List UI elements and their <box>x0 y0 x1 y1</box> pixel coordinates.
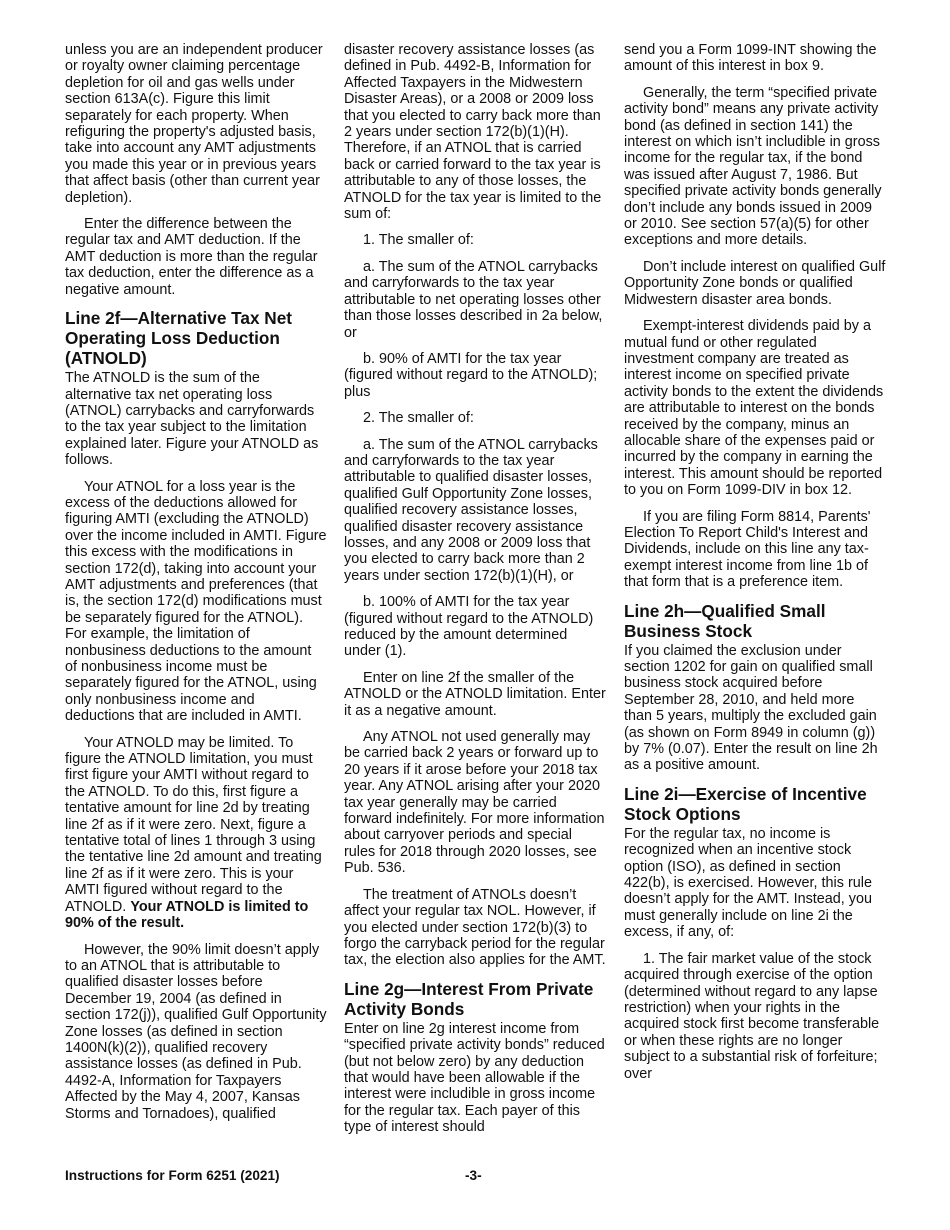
list-item: 1. The fair market value of the stock acquired through exercise of the option (determined without regard to any lapse restriction) when your rights in the acquired stock first become transferable or when these rights are no longer subject to a substantial risk of forfeiture; over <box>624 950 880 1082</box>
page-number: -3- <box>465 1168 482 1183</box>
list-item: 1. The smaller of: <box>363 232 474 249</box>
paragraph: If you are filing Form 8814, Parents' Election To Report Child's Interest and Dividends, include on this line any tax-exempt interest income from line 1b of that form that is a preference item. <box>624 508 871 591</box>
list-item: b. 90% of AMTI for the tax year (figured without regard to the ATNOLD); plus <box>344 350 598 400</box>
column-1 <box>65 42 327 1132</box>
page-footer <box>65 1168 885 1186</box>
paragraph: Enter on line 2g interest income from “specified private activity bonds” reduced (but not below zero) by any deduction that would have been allowable if the interest were includible in gross income for the regular tax. Each payer of this type of interest should <box>344 1020 605 1136</box>
paragraph: Any ATNOL not used generally may be carried back 2 years or forward up to 20 years if it arose before your 2018 tax year. Any ATNOL arising after your 2020 tax year generally may be carried forward indefinitely. For more information about carryover periods and special rules for 2018 through 2020 losses, see Pub. 536. <box>344 729 605 877</box>
paragraph <box>65 735 327 932</box>
paragraph: Enter the difference between the regular tax and AMT deduction. If the AMT deduction is more than the regular tax deduction, enter the difference as a negative amount. <box>65 216 318 298</box>
section-heading-line-2i: Line 2i—Exercise of Incentive Stock Options <box>624 783 867 824</box>
bold-text: Your ATNOLD is limited to 90% of the result. <box>65 898 309 932</box>
list-item: a. The sum of the ATNOL carrybacks and carryforwards to the tax year attributable to net operating losses other than those losses described in 2a below, or <box>344 258 603 341</box>
paragraph: disaster recovery assistance losses (as defined in Pub. 4492-B, Information for Affected Taxpayers in the Midwestern Disaster Areas), or a 2008 or 2009 loss that you elected to carry back more than 2 years under section 172(b)(1)(H). Therefore, if an ATNOL that is carried back or carried forward to the tax year is attributable to any of those losses, the ATNOLD for the tax year is limited to the sum of: <box>344 42 602 223</box>
column-2 <box>344 42 606 1146</box>
paragraph: unless you are an independent producer or royalty owner claiming percentage depletion for oil and gas wells under section 613A(c). Figure this limit separately for each property. When refiguring the property's adjusted basis, take into account any AMT adjustments you made this year or in previous years that affect basis (other than current year depletion). <box>65 42 323 206</box>
paragraph: Your ATNOL for a loss year is the excess of the deductions allowed for figuring AMTI (excluding the ATNOLD) over the income included in AMTI. Figure this excess with the modifications in section 172(d), taking into account your AMT adjustments and preferences (that is, the section 172(d) modifications must be separately figured for the ATNOL). For example, the limitation of nonbusiness deductions to the amount of nonbusiness income must be separately figured for the ATNOL, using only nonbusiness income and deductions that are included in AMTI. <box>65 478 327 725</box>
list-item: a. The sum of the ATNOL carrybacks and carryforwards to the tax year attributable to qualified disaster losses, qualified Gulf Opportunity Zone losses, qualified recovery assistance losses, qualified disaster recovery assistance losses, and any 2008 or 2009 loss that you elected to carry back more than 2 years under section 172(b)(1)(H), or <box>344 436 598 584</box>
section-heading-line-2g: Line 2g—Interest From Private Activity Bonds <box>344 978 594 1019</box>
paragraph: Don’t include interest on qualified Gulf Opportunity Zone bonds or qualified Midwestern disaster area bonds. <box>624 258 886 308</box>
paragraph: Generally, the term “specified private activity bond” means any private activity bond (as defined in section 141) the interest on which isn’t includible in gross income for the regular tax, if the bond was issued after August 7, 1986. But specified private activity bonds generally don’t include any bonds issued in 2009 or 2010. See section 57(a)(5) for other exceptions and more details. <box>624 84 882 249</box>
paragraph: The ATNOLD is the sum of the alternative tax net operating loss (ATNOL) carrybacks and carryforwards to the tax year subject to the limitation explained later. Figure your ATNOLD as follows. <box>65 370 319 469</box>
paragraph: However, the 90% limit doesn’t apply to an ATNOL that is attributable to qualified disaster losses before December 19, 2004 (as defined in section 172(j)), qualified Gulf Opportunity Zone losses (as defined in section 1400N(k)(2)), qualified recovery assistance losses (as defined in Pub. 4492-A, Information for Taxpayers Affected by the May 4, 2007, Kansas Storms and Tornadoes), qualified <box>65 941 327 1122</box>
paragraph: Exempt-interest dividends paid by a mutual fund or other regulated investment company are treated as interest income on specified private activity bonds to the extent the dividends are attributable to interest on the bonds received by the company, minus an allocable share of the expenses paid or incurred by the company in earning the interest. This amount should be reported to you on Form 1099-DIV in box 12. <box>624 318 884 499</box>
paragraph-text: Your ATNOLD may be limited. To figure the ATNOLD limitation, you must first figure your AMTI without regard to the ATNOLD. To do this, first figure a tentative amount for line 2d by treating line 2f as if it were zero. Next, figure a tentative total of lines 1 through 3 using the tentative line 2d amount and treating line 2f as if it were zero. This is your AMTI figured without regard to the ATNOLD. <box>65 734 322 915</box>
list-item: 2. The smaller of: <box>363 410 474 427</box>
column-3 <box>624 42 886 1092</box>
paragraph: The treatment of ATNOLs doesn’t affect your regular tax NOL. However, if you elected under section 172(b)(3) to forgo the carryback period for the regular tax, the election also applies for the AMT. <box>344 886 606 969</box>
paragraph: send you a Form 1099-INT showing the amount of this interest in box 9. <box>624 42 877 75</box>
paragraph: For the regular tax, no income is recognized when an incentive stock option (ISO), as defined in section 422(b), is exercised. However, this rule doesn’t apply for the AMT. Instead, you must generally include on line 2i the excess, if any, of: <box>624 825 872 941</box>
section-heading-line-2f: Line 2f—Alternative Tax Net Operating Loss Deduction (ATNOLD) <box>65 308 292 369</box>
list-item: b. 100% of AMTI for the tax year (figured without regard to the ATNOLD) reduced by the amount determined under (1). <box>344 594 594 660</box>
paragraph: If you claimed the exclusion under section 1202 for gain on qualified small business stock acquired before September 28, 2010, and held more than 5 years, multiply the excluded gain (as shown on Form 8949 in column (g)) by 7% (0.07). Enter the result on line 2h as a positive amount. <box>624 642 878 774</box>
section-heading-line-2h: Line 2h—Qualified Small Business Stock <box>624 600 826 641</box>
form-title: Instructions for Form 6251 (2021) <box>65 1168 280 1183</box>
paragraph: Enter on line 2f the smaller of the ATNOLD or the ATNOLD limitation. Enter it as a negative amount. <box>344 669 606 719</box>
